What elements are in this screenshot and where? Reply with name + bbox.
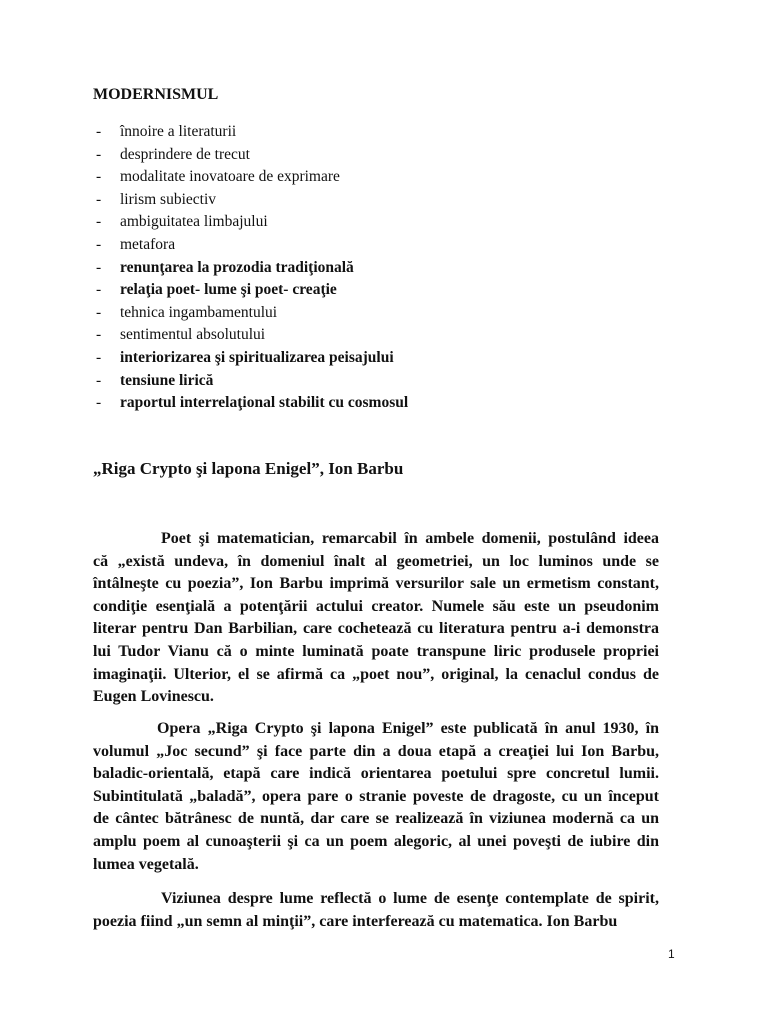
list-item-text: metafora (120, 235, 176, 253)
paragraph-3 (93, 888, 659, 933)
list-item (96, 144, 408, 167)
paragraph-line: lui Tudor Vianu că o minte luminată poate transpune liric produsele propriei (93, 642, 659, 660)
list-item (96, 211, 408, 234)
features-list (96, 121, 408, 415)
list-dash: - (96, 235, 102, 253)
list-item-text: tehnica ingambamentului (120, 303, 278, 321)
list-item (96, 234, 408, 257)
list-item-text: desprindere de trecut (120, 145, 250, 163)
list-dash: - (96, 168, 102, 186)
section-heading: MODERNISMUL (93, 86, 219, 103)
paragraph-line: baladic-orientală, etapă care indică orientarea poetului spre concretul lumii. (93, 765, 659, 783)
list-dash: - (96, 303, 102, 321)
page-number: 1 (668, 947, 675, 961)
section-title: „Riga Crypto şi lapona Enigel”, Ion Barbu (93, 459, 404, 478)
list-item (96, 279, 408, 302)
list-item (96, 121, 408, 144)
list-item (96, 370, 408, 393)
paragraph-line: volumul „Joc secund” şi face parte din a doua etapă a creaţiei lui Ion Barbu, (93, 742, 659, 760)
list-dash: - (96, 326, 102, 344)
paragraph-line: Poet şi matematician, remarcabil în ambele domenii, postulând ideea (161, 530, 659, 547)
list-item-text: tensiune lirică (120, 371, 214, 389)
paragraph-line: că „există undeva, în domeniul înalt al geometriei, un loc luminos unde se (93, 552, 659, 570)
list-dash: - (96, 213, 102, 231)
list-item-text: raportul interrelaţional stabilit cu cosmosul (120, 394, 409, 412)
list-dash: - (96, 190, 102, 208)
paragraph-line: poezia fiind „un semn al minţii”, care interferează cu matematica. Ion Barbu (93, 912, 618, 930)
paragraph-line: imaginaţii. Ulterior, el se afirmă ca „poet nou”, original, la cenaclul condus de (93, 665, 659, 683)
list-item (96, 189, 408, 212)
list-item (96, 166, 408, 189)
list-item-text: înnoire a literaturii (120, 123, 237, 140)
list-item-text: renunţarea la prozodia tradiţională (120, 258, 354, 276)
paragraph-line: întâlneşte cu poezia”, Ion Barbu imprimă versurilor sale un ermetism constant, (93, 575, 659, 593)
list-item (96, 324, 408, 347)
list-item-text: interiorizarea şi spiritualizarea peisajului (120, 348, 394, 366)
list-item-text: sentimentul absolutului (120, 326, 266, 344)
list-item-text: ambiguitatea limbajului (120, 213, 268, 231)
list-dash: - (96, 123, 102, 140)
list-item (96, 257, 408, 280)
paragraph-line: condiţie esenţială a potenţării actului creator. Numele său este un pseudonim (93, 597, 659, 615)
list-dash: - (96, 258, 102, 276)
list-dash: - (96, 145, 102, 163)
list-item-text: relaţia poet- lume şi poet- creaţie (120, 281, 337, 299)
list-dash: - (96, 348, 102, 366)
paragraph-line: Eugen Lovinescu. (93, 688, 214, 706)
list-item (96, 302, 408, 325)
paragraph-line: literar pentru Dan Barbilian, care cochetează cu literatura pentru a-i demonstra (93, 620, 659, 638)
list-dash: - (96, 394, 102, 412)
paragraph-line: amplu poem al cunoaşterii şi ca un poem alegoric, al unei poveşti de iubire din (93, 832, 659, 850)
paragraph-line: lumea vegetală. (93, 855, 199, 873)
list-item (96, 392, 408, 415)
paragraph-2 (93, 718, 659, 876)
paragraph-line: Viziunea despre lume reflectă o lume de esenţe contemplate de spirit, (161, 890, 659, 907)
paragraph-1 (93, 528, 659, 709)
paragraph-line: de cântec bătrânesc de nuntă, dar care se realizează în viziunea modernă ca un (93, 810, 659, 828)
list-dash: - (96, 371, 102, 389)
list-item-text: lirism subiectiv (120, 190, 217, 208)
list-item (96, 347, 408, 370)
paragraph-line: Subintitulată „baladă”, opera pare o stranie poveste de dragoste, cu un început (93, 787, 659, 805)
paragraph-line: Opera „Riga Crypto şi lapona Enigel” este publicată în anul 1930, în (157, 720, 659, 737)
list-item-text: modalitate inovatoare de exprimare (120, 168, 340, 186)
list-dash: - (96, 281, 102, 299)
